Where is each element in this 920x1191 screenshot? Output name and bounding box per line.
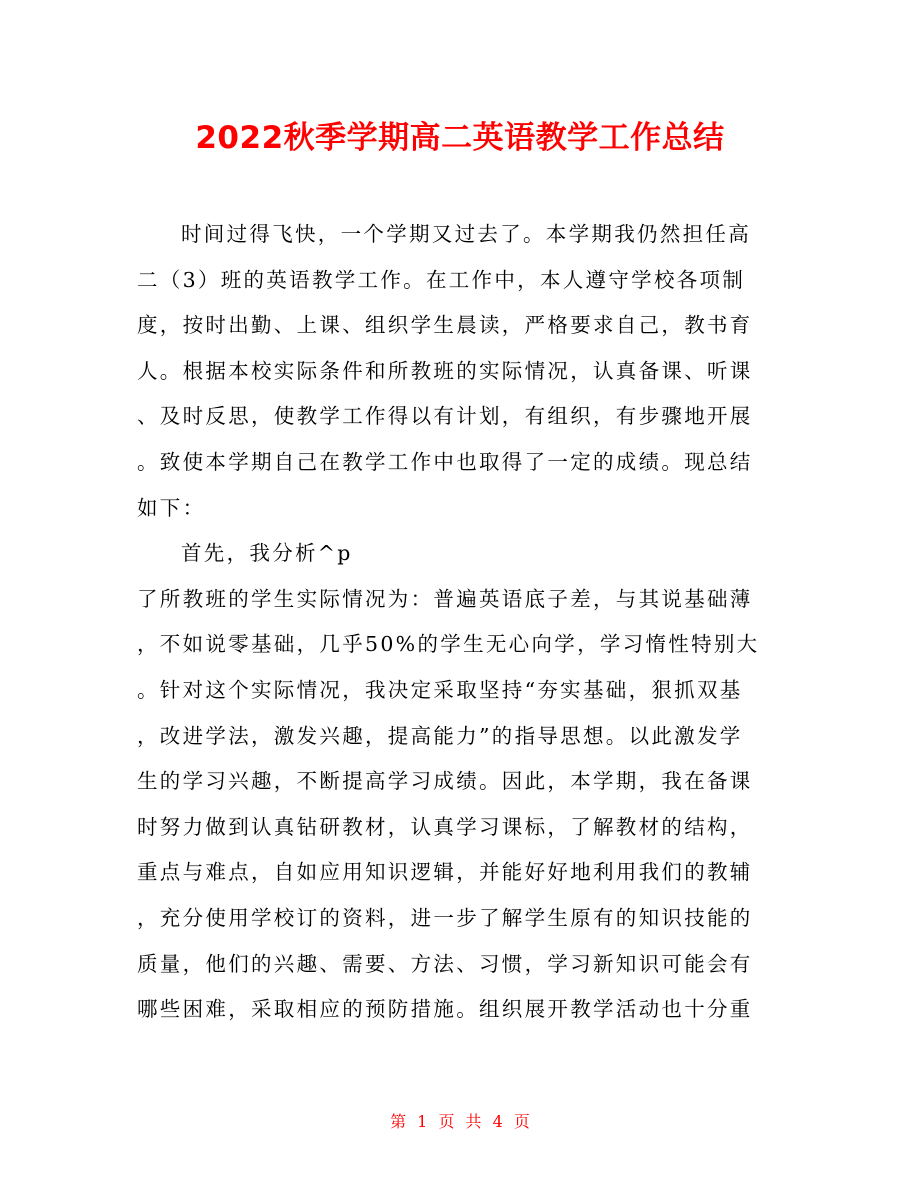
text-line: 了所教班的学生实际情况为：普遍英语底子差，与其说基础薄 [137,586,753,611]
text-line: 二（3）班的英语教学工作。在工作中，本人遵守学校各项制 [137,267,746,292]
text-line: ，改进学法，激发兴趣，提高能力”的指导思想。以此激发学 [137,723,743,748]
text-line: 。致使本学期自己在教学工作中也取得了一定的成绩。现总结 [137,449,753,474]
text-line: 生的学习兴趣，不断提高学习成绩。因此，本学期，我在备课 [137,769,753,794]
document-body [137,212,787,1033]
text-line: ，不如说零基础，几乎50%的学生无心向学，学习惰性特别大 [137,632,760,657]
text-line: 重点与难点，自如应用知识逻辑，并能好好地利用我们的教辅 [137,860,753,885]
text-line: 时努力做到认真钻研教材，认真学习课标，了解教材的结构， [137,814,753,839]
text-line: 。针对这个实际情况，我决定采取坚持“夯实基础，狠抓双基 [137,677,743,702]
text-line: 哪些困难，采取相应的预防措施。组织展开教学活动也十分重 [137,997,753,1022]
text-line: 度，按时出勤、上课、组织学生晨读，严格要求自己，教书育 [137,313,753,338]
text-line: 人。根据本校实际条件和所教班的实际情况，认真备课、听课 [137,358,753,383]
text-line: 时间过得飞快，一个学期又过去了。本学期我仍然担任高 [181,222,751,246]
text-line: ，充分使用学校订的资料，进一步了解学生原有的知识技能的 [137,905,753,930]
text-line: 首先，我分析^p [181,541,353,566]
text-line: 质量，他们的兴趣、需要、方法、习惯，学习新知识可能会有 [137,951,753,976]
text-line: 、及时反思，使教学工作得以有计划，有组织，有步骤地开展 [137,404,753,429]
page-number-footer: 第 1 页 共 4 页 [390,1112,530,1131]
document-title: 2022秋季学期高二英语教学工作总结 [195,120,725,156]
text-line: 如下： [137,495,206,520]
